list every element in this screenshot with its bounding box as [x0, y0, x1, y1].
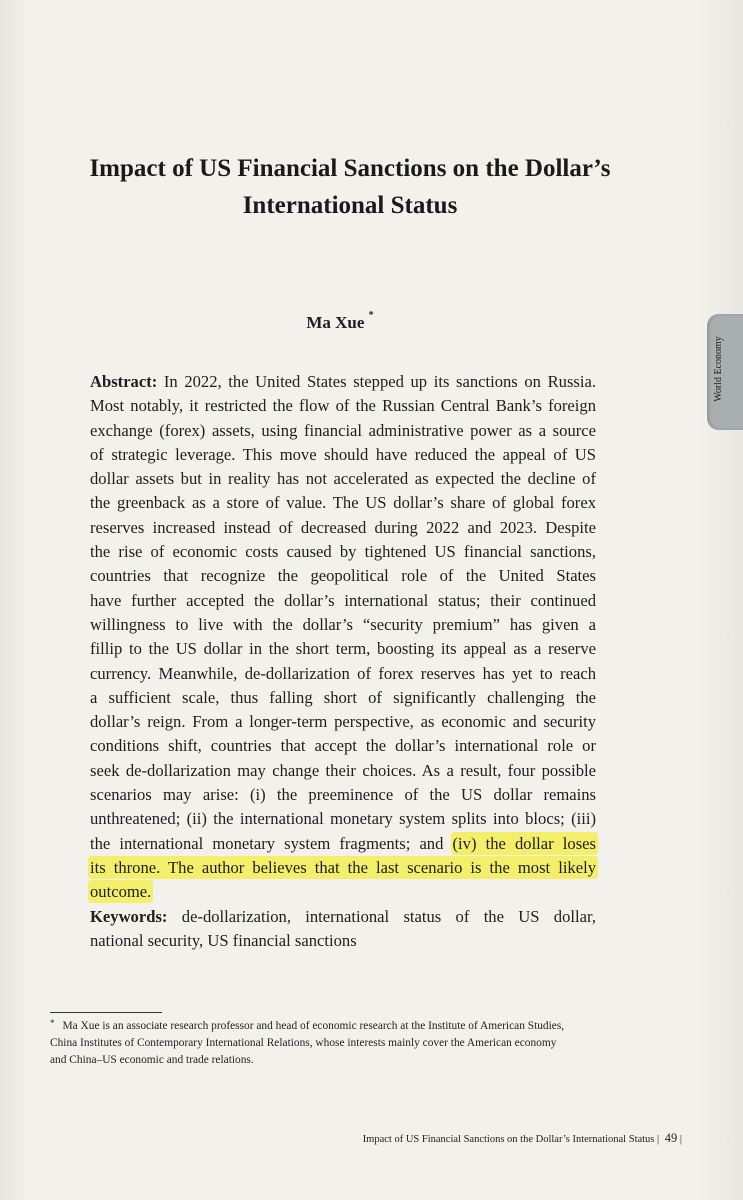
abstract-line [90, 856, 596, 880]
keywords-label: Keywords: [90, 906, 168, 926]
author-byline [270, 310, 410, 333]
title-line-2: International Status [242, 192, 458, 219]
abstract-line: scenarios may arise: (i) the preeminence of the US dollar remains [90, 785, 596, 805]
footnote-mark: * [50, 1018, 55, 1028]
highlighted-text: outcome. [90, 882, 152, 902]
keywords-line [90, 905, 596, 929]
running-footer-separator: | [657, 1134, 660, 1145]
article-title [60, 150, 640, 224]
author-footnote [50, 1018, 650, 1069]
abstract-line: seek de-dollarization may change their choices. As a result, four possible [90, 760, 596, 780]
running-footer-separator: | [679, 1134, 682, 1145]
page-number: 49 [664, 1131, 678, 1145]
abstract-block [90, 370, 596, 953]
abstract-line: the rise of economic costs caused by tightened US financial sanctions, [90, 542, 596, 562]
title-line-1: Impact of US Financial Sanctions on the Dollar’s [89, 155, 611, 182]
abstract-line: conditions shift, countries that accept the dollar’s international role or [90, 736, 596, 756]
abstract-line: have further accepted the dollar’s international status; their continued [90, 590, 596, 610]
abstract-line: unthreatened; (ii) the international monetary system splits into blocs; (iii) [90, 809, 596, 829]
running-footer-title: Impact of US Financial Sanctions on the Dollar’s International Status [362, 1134, 655, 1145]
section-side-tab [707, 314, 743, 430]
abstract-line: willingness to live with the dollar’s “security premium” has given a [90, 614, 596, 634]
author-footnote-mark: * [368, 310, 374, 322]
abstract-line: countries that recognize the geopolitical role of the United States [90, 566, 596, 586]
footnote-text: Ma Xue is an associate research professor and head of economic research at the Institute of American Studies, [62, 1020, 565, 1032]
highlighted-text: (iv) the dollar loses [452, 833, 596, 853]
footnote-line [50, 1018, 650, 1035]
highlighted-text: its throne. The author believes that the last scenario is the most likely [90, 857, 596, 877]
abstract-text: the international monetary system fragments; and [90, 833, 453, 853]
abstract-line: the greenback as a store of value. The US dollar’s share of global forex [90, 493, 596, 513]
author-name: Ma Xue [306, 313, 365, 332]
abstract-line [90, 832, 596, 856]
side-tab-label: World Economy [713, 336, 724, 402]
footnote-line: and China–US economic and trade relations. [50, 1054, 254, 1066]
keywords-text: de-dollarization, international status of the US dollar, [181, 906, 596, 926]
abstract-line [90, 370, 596, 394]
abstract-line: a sufficient scale, thus falling short of significantly challenging the [90, 687, 596, 707]
abstract-line: fillip to the US dollar in the short term, boosting its appeal as a reserve [90, 639, 596, 659]
abstract-line: dollar’s reign. From a longer-term perspective, as economic and security [90, 712, 596, 732]
abstract-line: Most notably, it restricted the flow of the Russian Central Bank’s foreign [90, 396, 596, 416]
abstract-label: Abstract: [90, 372, 158, 391]
abstract-line: currency. Meanwhile, de-dollarization of forex reserves has yet to reach [90, 663, 596, 683]
running-footer [300, 1131, 682, 1146]
abstract-line: exchange (forex) assets, using financial administrative power as a source [90, 420, 596, 440]
abstract-line: dollar assets but in reality has not accelerated as expected the decline of [90, 469, 596, 489]
abstract-line: reserves increased instead of decreased during 2022 and 2023. Despite [90, 517, 596, 537]
footnote-rule [50, 1012, 162, 1013]
abstract-line: of strategic leverage. This move should have reduced the appeal of US [90, 444, 596, 464]
abstract-text: In 2022, the United States stepped up its sanctions on Russia. [163, 372, 596, 391]
abstract-line [90, 880, 596, 904]
footnote-line: China Institutes of Contemporary International Relations, whose interests mainly cover the American economy [50, 1037, 557, 1049]
keywords-line: national security, US financial sanctions [90, 930, 357, 950]
